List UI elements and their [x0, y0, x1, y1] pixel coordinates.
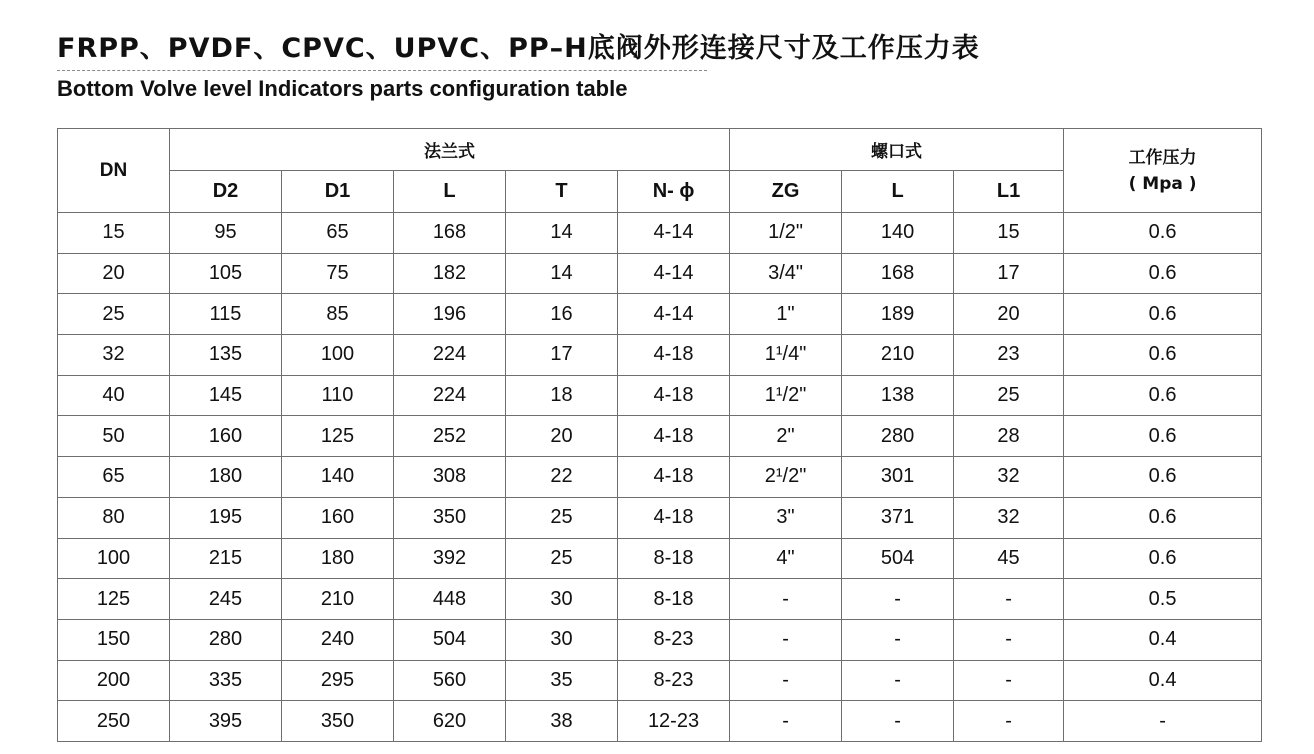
- pressure-header-label: 工作压力: [1128, 147, 1197, 168]
- cell-flange-l: 308: [394, 457, 506, 498]
- cell-t: 14: [506, 253, 618, 294]
- cell-dn: 100: [58, 538, 170, 579]
- flange-group-header: 法兰式: [170, 129, 730, 171]
- table-row: [58, 294, 1262, 335]
- table-row: [58, 619, 1262, 660]
- cell-d2: 395: [170, 701, 282, 742]
- column-header-d1: D1: [282, 171, 394, 213]
- cell-flange-l: 252: [394, 416, 506, 457]
- cell-t: 38: [506, 701, 618, 742]
- cell-thread-l: -: [842, 579, 954, 620]
- cell-l1: 23: [954, 335, 1064, 376]
- page-title-english: Bottom Volve level Indicators parts configuration table: [57, 76, 628, 101]
- cell-flange-l: 224: [394, 335, 506, 376]
- cell-d2: 160: [170, 416, 282, 457]
- cell-d2: 180: [170, 457, 282, 498]
- table-row: [58, 253, 1262, 294]
- cell-l1: 28: [954, 416, 1064, 457]
- cell-pressure: 0.5: [1064, 579, 1262, 620]
- cell-dn: 150: [58, 619, 170, 660]
- cell-dn: 32: [58, 335, 170, 376]
- cell-t: 20: [506, 416, 618, 457]
- cell-zg: 2": [730, 416, 842, 457]
- cell-zg: 1¹/4": [730, 335, 842, 376]
- cell-pressure: 0.6: [1064, 457, 1262, 498]
- cell-l1: -: [954, 660, 1064, 701]
- cell-pressure: -: [1064, 701, 1262, 742]
- cell-d2: 195: [170, 497, 282, 538]
- cell-d2: 105: [170, 253, 282, 294]
- cell-pressure: 0.6: [1064, 335, 1262, 376]
- column-header-zg: ZG: [730, 171, 842, 213]
- table-row: [58, 457, 1262, 498]
- cell-pressure: 0.6: [1064, 213, 1262, 254]
- cell-flange-l: 224: [394, 375, 506, 416]
- cell-d1: 210: [282, 579, 394, 620]
- title-divider: [57, 70, 707, 71]
- cell-zg: 4": [730, 538, 842, 579]
- table-row: [58, 416, 1262, 457]
- cell-dn: 200: [58, 660, 170, 701]
- cell-t: 25: [506, 497, 618, 538]
- cell-dn: 250: [58, 701, 170, 742]
- cell-d2: 95: [170, 213, 282, 254]
- pressure-header-unit: ( Mpa ): [1128, 173, 1197, 194]
- cell-bolt-holes: 8-18: [618, 579, 730, 620]
- cell-dn: 80: [58, 497, 170, 538]
- cell-thread-l: 138: [842, 375, 954, 416]
- cell-d1: 75: [282, 253, 394, 294]
- cell-d1: 160: [282, 497, 394, 538]
- cell-pressure: 0.4: [1064, 619, 1262, 660]
- table-row: [58, 213, 1262, 254]
- cell-dn: 20: [58, 253, 170, 294]
- cell-d1: 350: [282, 701, 394, 742]
- cell-thread-l: -: [842, 619, 954, 660]
- cell-pressure: 0.6: [1064, 253, 1262, 294]
- cell-l1: -: [954, 579, 1064, 620]
- cell-thread-l: 189: [842, 294, 954, 335]
- column-header-t: T: [506, 171, 618, 213]
- cell-thread-l: -: [842, 701, 954, 742]
- cell-l1: 32: [954, 497, 1064, 538]
- spec-table: [57, 128, 1262, 742]
- cell-bolt-holes: 8-18: [618, 538, 730, 579]
- cell-dn: 125: [58, 579, 170, 620]
- pressure-header: [1064, 129, 1262, 213]
- thread-group-header: 螺口式: [730, 129, 1064, 171]
- cell-l1: 17: [954, 253, 1064, 294]
- table-row: [58, 335, 1262, 376]
- table-row: [58, 497, 1262, 538]
- cell-thread-l: 371: [842, 497, 954, 538]
- cell-pressure: 0.4: [1064, 660, 1262, 701]
- cell-bolt-holes: 8-23: [618, 619, 730, 660]
- column-header-l1: L1: [954, 171, 1064, 213]
- cell-d1: 295: [282, 660, 394, 701]
- cell-bolt-holes: 4-18: [618, 375, 730, 416]
- table-row: [58, 538, 1262, 579]
- cell-pressure: 0.6: [1064, 416, 1262, 457]
- table-header: [58, 129, 1262, 213]
- cell-d2: 335: [170, 660, 282, 701]
- cell-pressure: 0.6: [1064, 294, 1262, 335]
- cell-bolt-holes: 12-23: [618, 701, 730, 742]
- cell-flange-l: 182: [394, 253, 506, 294]
- cell-l1: -: [954, 619, 1064, 660]
- column-header-flange-l: L: [394, 171, 506, 213]
- cell-flange-l: 196: [394, 294, 506, 335]
- cell-d1: 65: [282, 213, 394, 254]
- cell-pressure: 0.6: [1064, 375, 1262, 416]
- cell-d1: 100: [282, 335, 394, 376]
- cell-zg: 3/4": [730, 253, 842, 294]
- cell-flange-l: 168: [394, 213, 506, 254]
- cell-zg: -: [730, 701, 842, 742]
- cell-bolt-holes: 8-23: [618, 660, 730, 701]
- cell-t: 30: [506, 579, 618, 620]
- cell-thread-l: 301: [842, 457, 954, 498]
- cell-flange-l: 448: [394, 579, 506, 620]
- cell-d1: 110: [282, 375, 394, 416]
- cell-zg: 1": [730, 294, 842, 335]
- cell-dn: 25: [58, 294, 170, 335]
- cell-thread-l: 168: [842, 253, 954, 294]
- cell-t: 30: [506, 619, 618, 660]
- cell-t: 18: [506, 375, 618, 416]
- cell-l1: 32: [954, 457, 1064, 498]
- cell-d1: 140: [282, 457, 394, 498]
- cell-t: 22: [506, 457, 618, 498]
- cell-d1: 85: [282, 294, 394, 335]
- cell-d2: 215: [170, 538, 282, 579]
- cell-thread-l: 504: [842, 538, 954, 579]
- column-header-thread-l: L: [842, 171, 954, 213]
- cell-flange-l: 560: [394, 660, 506, 701]
- cell-zg: 3": [730, 497, 842, 538]
- cell-bolt-holes: 4-18: [618, 497, 730, 538]
- header-group-row: [58, 129, 1262, 171]
- cell-dn: 65: [58, 457, 170, 498]
- cell-t: 17: [506, 335, 618, 376]
- cell-bolt-holes: 4-18: [618, 457, 730, 498]
- table-row: [58, 660, 1262, 701]
- cell-zg: -: [730, 619, 842, 660]
- cell-zg: -: [730, 579, 842, 620]
- table-body: [58, 213, 1262, 742]
- table-row: [58, 701, 1262, 742]
- cell-zg: 1/2": [730, 213, 842, 254]
- table-row: [58, 375, 1262, 416]
- cell-zg: 1¹/2": [730, 375, 842, 416]
- cell-l1: 45: [954, 538, 1064, 579]
- cell-d2: 245: [170, 579, 282, 620]
- cell-l1: 15: [954, 213, 1064, 254]
- cell-bolt-holes: 4-14: [618, 294, 730, 335]
- cell-zg: 2¹/2": [730, 457, 842, 498]
- cell-zg: -: [730, 660, 842, 701]
- cell-thread-l: -: [842, 660, 954, 701]
- cell-t: 14: [506, 213, 618, 254]
- cell-t: 25: [506, 538, 618, 579]
- cell-pressure: 0.6: [1064, 538, 1262, 579]
- cell-pressure: 0.6: [1064, 497, 1262, 538]
- page-title-chinese: FRPP、PVDF、CPVC、UPVC、PP–H底阀外形连接尺寸及工作压力表: [57, 33, 980, 64]
- cell-t: 35: [506, 660, 618, 701]
- cell-d1: 180: [282, 538, 394, 579]
- cell-dn: 40: [58, 375, 170, 416]
- cell-flange-l: 350: [394, 497, 506, 538]
- cell-flange-l: 504: [394, 619, 506, 660]
- cell-dn: 15: [58, 213, 170, 254]
- cell-d2: 145: [170, 375, 282, 416]
- cell-d2: 115: [170, 294, 282, 335]
- cell-bolt-holes: 4-14: [618, 213, 730, 254]
- cell-d2: 280: [170, 619, 282, 660]
- cell-d1: 240: [282, 619, 394, 660]
- cell-d2: 135: [170, 335, 282, 376]
- cell-dn: 50: [58, 416, 170, 457]
- column-header-d2: D2: [170, 171, 282, 213]
- cell-l1: 20: [954, 294, 1064, 335]
- cell-thread-l: 280: [842, 416, 954, 457]
- cell-bolt-holes: 4-18: [618, 416, 730, 457]
- cell-l1: 25: [954, 375, 1064, 416]
- cell-flange-l: 620: [394, 701, 506, 742]
- cell-thread-l: 210: [842, 335, 954, 376]
- cell-bolt-holes: 4-14: [618, 253, 730, 294]
- dn-header: DN: [58, 129, 170, 213]
- table-row: [58, 579, 1262, 620]
- cell-bolt-holes: 4-18: [618, 335, 730, 376]
- column-header-bolt-holes: N- ϕ: [618, 171, 730, 213]
- cell-t: 16: [506, 294, 618, 335]
- cell-flange-l: 392: [394, 538, 506, 579]
- cell-thread-l: 140: [842, 213, 954, 254]
- cell-d1: 125: [282, 416, 394, 457]
- cell-l1: -: [954, 701, 1064, 742]
